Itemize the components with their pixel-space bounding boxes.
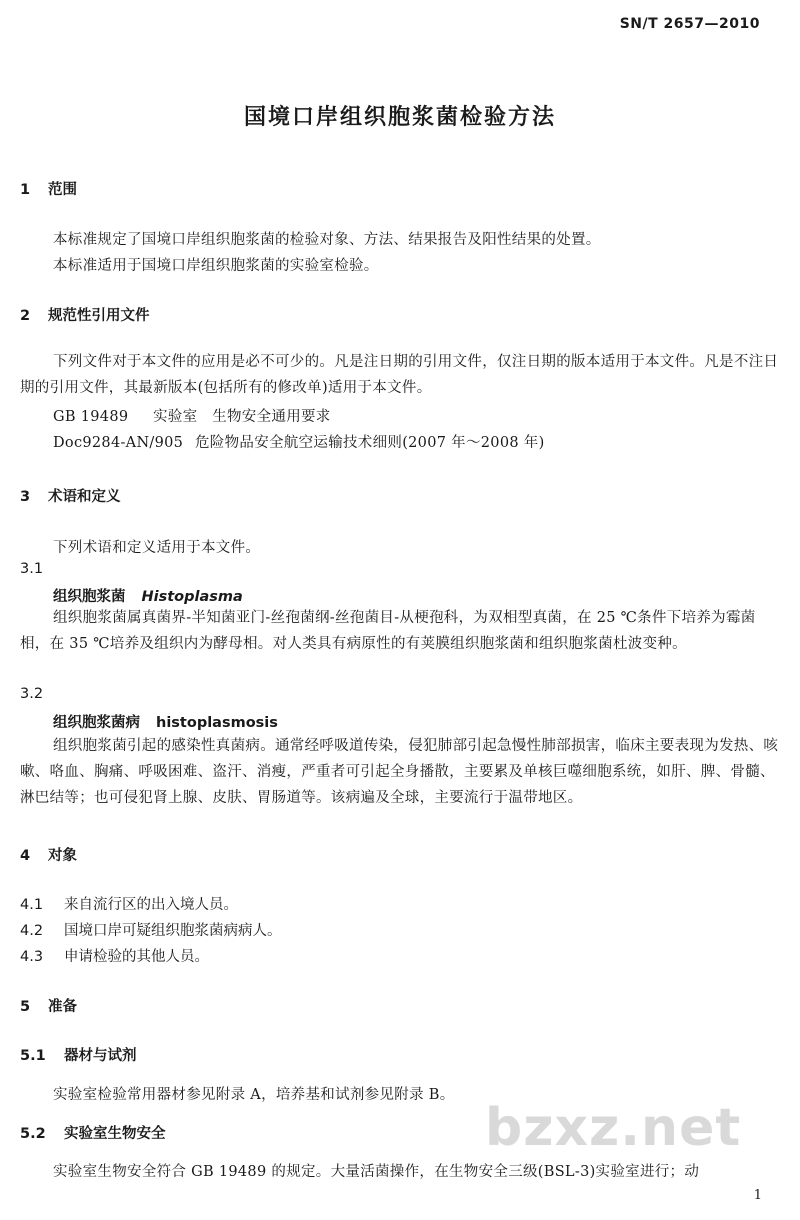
list-item bbox=[20, 919, 282, 940]
term-definition: 组织胞浆菌属真菌界-半知菌亚门-丝孢菌纲-丝孢菌目-从梗孢科，为双相型真菌，在 25 ℃条件下培养为霉菌相，在 35 ℃培养及组织内为酵母相。对人类具有病原性的有荚膜组织胞浆菌和组织胞浆菌杜波变种。 bbox=[20, 610, 756, 652]
reference-title: 实验室 生物安全通用要求 bbox=[153, 409, 331, 425]
section-2-paragraph: 下列文件对于本文件的应用是必不可少的。凡是注日期的引用文件，仅注日期的版本适用于本文件。凡是不注日期的引用文件，其最新版本(包括所有的修改单)适用于本文件。 bbox=[20, 354, 779, 396]
term-number: 3.2 bbox=[20, 686, 44, 702]
section-1-paragraph-2: 本标准适用于国境口岸组织胞浆菌的实验室检验。 bbox=[53, 258, 379, 274]
item-number: 4.3 bbox=[20, 949, 44, 965]
list-item bbox=[20, 945, 209, 966]
reference-item bbox=[53, 431, 545, 452]
standard-code: SN/T 2657—2010 bbox=[619, 16, 760, 32]
section-3-heading bbox=[20, 485, 121, 506]
section-1-heading bbox=[20, 178, 77, 199]
section-number: 1 bbox=[20, 182, 31, 198]
document-title: 国境口岸组织胞浆菌检验方法 bbox=[243, 105, 556, 130]
reference-title: 危险物品安全航空运输技术细则(2007 年～2008 年) bbox=[195, 435, 545, 451]
term-en: histoplasmosis bbox=[156, 715, 278, 731]
section-number: 3 bbox=[20, 489, 31, 505]
reference-code: GB 19489 bbox=[53, 409, 129, 425]
section-title: 准备 bbox=[48, 999, 77, 1015]
watermark: bzxz.net bbox=[485, 1098, 742, 1158]
subsection-5-2-heading bbox=[20, 1122, 166, 1143]
item-text: 申请检验的其他人员。 bbox=[64, 949, 209, 965]
section-3-intro: 下列术语和定义适用于本文件。 bbox=[53, 540, 261, 556]
page-number: 1 bbox=[753, 1188, 762, 1203]
subsection-5-2-text: 实验室生物安全符合 GB 19489 的规定。大量活菌操作，在生物安全三级(BSL-3)实验室进行；动 bbox=[53, 1164, 700, 1180]
subsection-title: 器材与试剂 bbox=[64, 1048, 137, 1064]
term-heading bbox=[53, 585, 243, 606]
term-definition: 组织胞浆菌引起的感染性真菌病。通常经呼吸道传染，侵犯肺部引起急慢性肺部损害，临床主要表现为发热、咳嗽、咯血、胸痛、呼吸困难、盗汗、消瘦，严重者可引起全身播散，主要累及单核巨噬细胞系统，如肝、脾、骨髓、淋巴结等；也可侵犯肾上腺、皮肤、胃肠道等。该病遍及全球，主要流行于温带地区。 bbox=[20, 738, 779, 806]
term-zh: 组织胞浆菌 bbox=[53, 589, 126, 605]
term-zh: 组织胞浆菌病 bbox=[53, 715, 140, 731]
section-number: 2 bbox=[20, 308, 31, 324]
term-number: 3.1 bbox=[20, 561, 44, 577]
item-text: 国境口岸可疑组织胞浆菌病病人。 bbox=[64, 923, 282, 939]
section-title: 对象 bbox=[48, 848, 77, 864]
subsection-5-1-heading bbox=[20, 1044, 137, 1065]
reference-code: Doc9284-AN/905 bbox=[53, 435, 184, 451]
section-4-heading bbox=[20, 844, 77, 865]
term-heading bbox=[53, 711, 278, 732]
section-number: 5 bbox=[20, 999, 31, 1015]
section-title: 范围 bbox=[48, 182, 77, 198]
subsection-number: 5.1 bbox=[20, 1048, 46, 1064]
item-number: 4.2 bbox=[20, 923, 44, 939]
section-number: 4 bbox=[20, 848, 31, 864]
term-en: Histoplasma bbox=[141, 589, 243, 605]
subsection-title: 实验室生物安全 bbox=[64, 1126, 166, 1142]
section-2-heading bbox=[20, 304, 150, 325]
section-5-heading bbox=[20, 995, 77, 1016]
section-title: 规范性引用文件 bbox=[48, 308, 150, 324]
item-text: 来自流行区的出入境人员。 bbox=[64, 897, 238, 913]
list-item bbox=[20, 893, 238, 914]
section-title: 术语和定义 bbox=[48, 489, 121, 505]
section-1-paragraph-1: 本标准规定了国境口岸组织胞浆菌的检验对象、方法、结果报告及阳性结果的处置。 bbox=[53, 232, 601, 248]
item-number: 4.1 bbox=[20, 897, 44, 913]
subsection-5-1-text: 实验室检验常用器材参见附录 A，培养基和试剂参见附录 B。 bbox=[53, 1087, 455, 1103]
reference-item bbox=[53, 405, 331, 426]
subsection-number: 5.2 bbox=[20, 1126, 46, 1142]
